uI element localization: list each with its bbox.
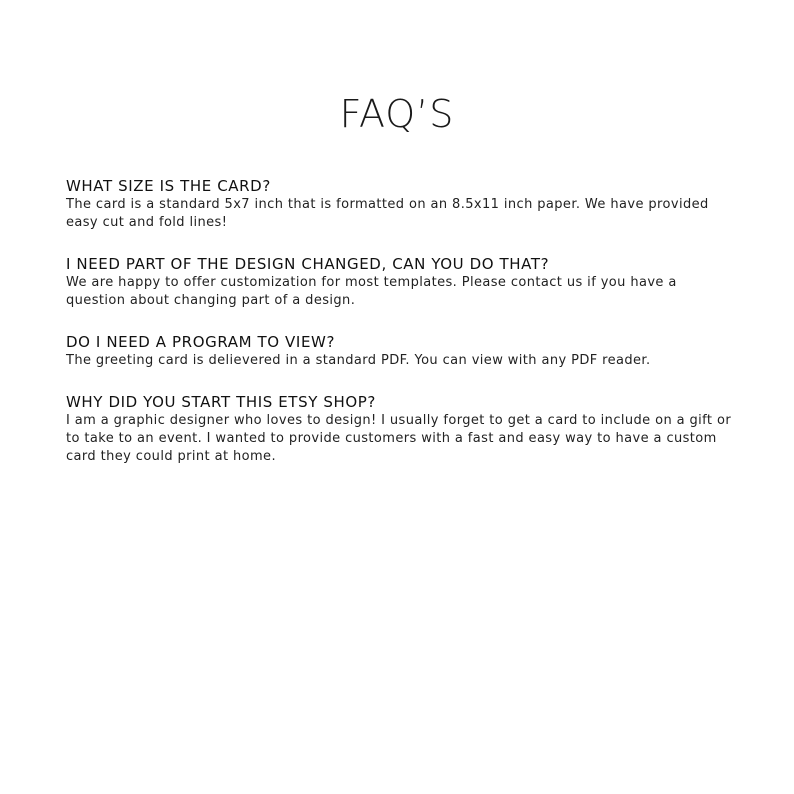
page-title: FAQ’S	[339, 92, 455, 136]
faq-question: DO I NEED A PROGRAM TO VIEW?	[66, 333, 336, 351]
faq-question: WHY DID YOU START THIS ETSY SHOP?	[66, 393, 376, 411]
faq-item-design-change	[66, 254, 736, 310]
faq-item-card-size	[66, 176, 736, 232]
faq-answer: We are happy to offer customization for most templates. Please contact us if you have a question about changing part of a design.	[66, 275, 677, 308]
faq-item-program	[66, 332, 736, 370]
faq-question: I NEED PART OF THE DESIGN CHANGED, CAN YOU DO THAT?	[66, 255, 550, 273]
faq-question: WHAT SIZE IS THE CARD?	[66, 177, 271, 195]
faq-answer: I am a graphic designer who loves to design! I usually forget to get a card to include on a gift or to take to an event. I wanted to provide customers with a fast and easy way to have a custom card they could print at home.	[66, 413, 732, 464]
faq-list	[66, 176, 736, 488]
faq-answer: The greeting card is delievered in a standard PDF. You can view with any PDF reader.	[66, 353, 651, 368]
faq-item-etsy-shop	[66, 392, 736, 466]
faq-answer: The card is a standard 5x7 inch that is formatted on an 8.5x11 inch paper. We have provided easy cut and fold lines!	[66, 197, 709, 230]
